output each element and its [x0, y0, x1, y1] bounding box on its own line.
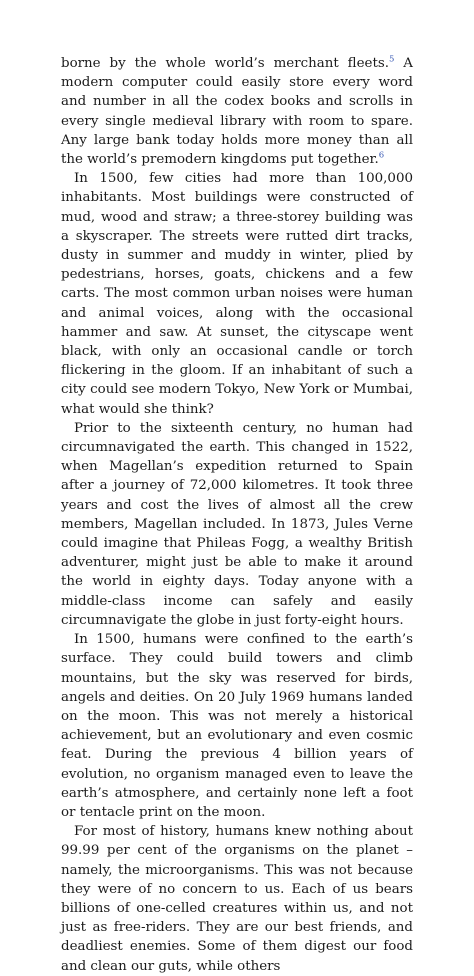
paragraph-3 [61, 419, 413, 630]
paragraph-text: Prior to the sixteenth century, no human had circumnavigated the earth. This changed in 1522, when Magellan’s expedition returned to Spain after a journey of 72,000 kilometres. It took three years and cost the lives of almost all the crew members, Magellan included. In 1873, Jules Verne could imagine that Phileas Fogg, a wealthy British adventurer, might just be able to make it around the world in eighty days. Today anyone with a middle-class income can safely and easily circumnavigate the globe in just forty-eight hours. [61, 420, 413, 628]
paragraph-text: In 1500, humans were confined to the earth’s surface. They could build towers and climb mountains, but the sky was reserved for birds, angels and deities. On 20 July 1969 humans landed on the moon. This was not merely a historical achievement, but an evolutionary and even cosmic feat. During the previous 4 billion years of evolution, no organism managed even to leave the earth’s atmosphere, and certainly none left a foot or tentacle print on the moon. [61, 632, 413, 820]
paragraph-2 [61, 169, 413, 419]
paragraph-text: A modern computer could easily store every word and number in all the codex books and scrolls in every single medieval library with room to spare. Any large bank today holds more money than all the world’s premodern kingdoms put together. [61, 56, 413, 168]
footnote-marker-6[interactable]: 6 [378, 150, 385, 161]
footnote-marker-5[interactable]: 5 [388, 54, 395, 65]
paragraph-text: borne by the whole world’s merchant fleets. [61, 56, 389, 71]
paragraph-4 [61, 630, 413, 822]
paragraph-1 [61, 54, 413, 169]
paragraph-5 [61, 822, 413, 976]
paragraph-text: In 1500, few cities had more than 100,000 inhabitants. Most buildings were constructed of mud, wood and straw; a three-storey building was a skyscraper. The streets were rutted dirt tracks, dusty in summer and muddy in winter, plied by pedestrians, horses, goats, chickens and a few carts. The most common urban noises were human and animal voices, along with the occasional hammer and saw. At sunset, the cityscape went black, with only an occasional candle or torch flickering in the gloom. If an inhabitant of such a city could see modern Tokyo, New York or Mumbai, what would she think? [61, 171, 413, 417]
book-page-body [61, 54, 413, 976]
paragraph-text: For most of history, humans knew nothing about 99.99 per cent of the organisms on the planet – namely, the microorganisms. This was not because they were of no concern to us. Each of us bears billions of one-celled creatures within us, and not just as free-riders. They are our best friends, and deadliest enemies. Some of them digest our food and clean our guts, while others [61, 824, 413, 974]
